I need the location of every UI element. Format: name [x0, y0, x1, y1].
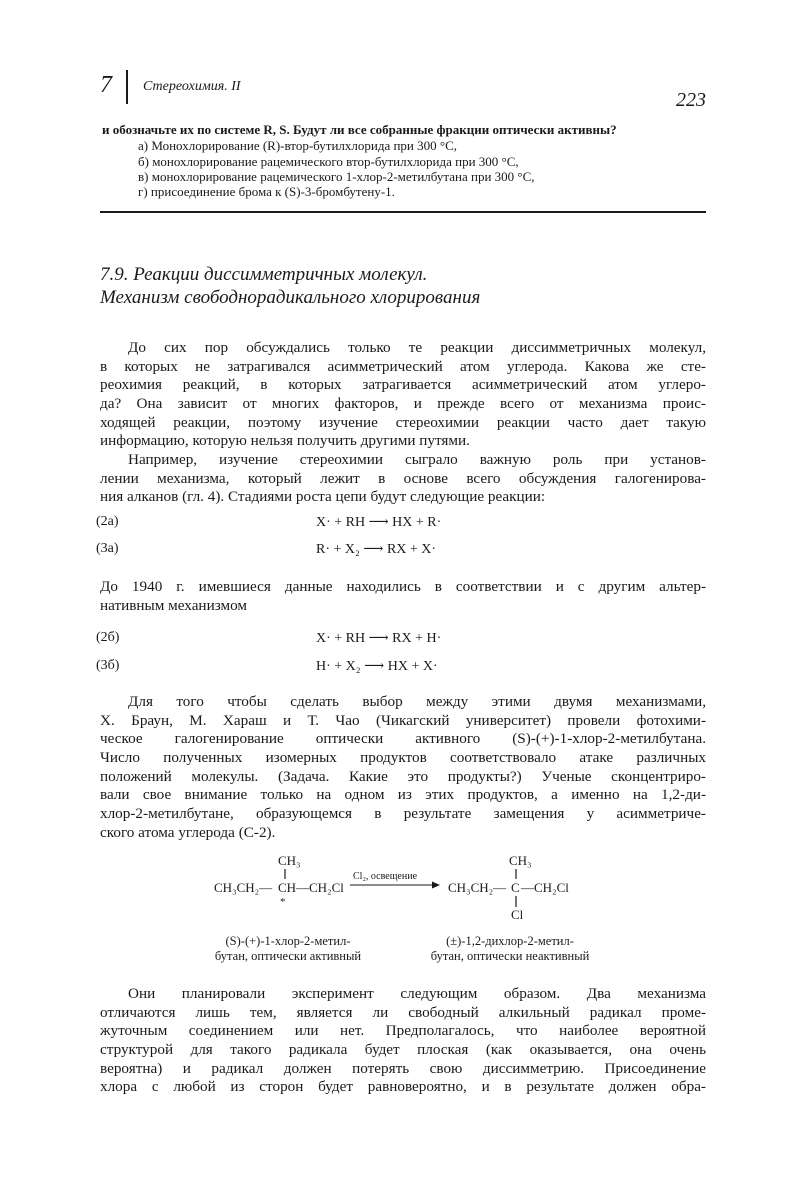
left-caption-line2: бутан, оптически активный — [214, 949, 362, 963]
text-line: информацию, которую нельзя получить другими путями. — [100, 432, 470, 450]
text-line: вали свое внимание только на одном из этих продуктов, а именно на 1,2-ди- — [100, 786, 706, 804]
paragraph-2 — [100, 451, 706, 507]
text-line: ческое галогенирование оптически активного (S)-(+)-1-хлор-2-метилбутана. — [100, 730, 706, 748]
equation-2a: X· + RH ⟶ HX + R· — [316, 515, 442, 530]
asymmetric-asterisk: * — [280, 896, 286, 908]
right-methyl: CH₃ — [509, 853, 532, 868]
text-line: Они планировали эксперимент следующим образом. Два механизма — [128, 985, 706, 1002]
right-chain-b: —CH₂Cl — [521, 880, 569, 895]
page-number: 223 — [676, 89, 706, 111]
equation-3a: R· + X₂ ⟶ RX + X· — [316, 542, 437, 557]
left-chain-b: —CH₂Cl — [296, 880, 344, 895]
text-line: До сих пор обсуждались только те реакции диссимметричных молекул, — [128, 339, 706, 356]
equation-label-3a: (3а) — [96, 541, 119, 556]
right-caption — [410, 934, 610, 964]
equation-2b: X· + RH ⟶ RX + H· — [316, 631, 442, 646]
exercise-item-a: а) Монохлорирование (R)-втор-бутилхлорида при 300 °С, — [138, 138, 458, 153]
text-line: ского атома углерода (С-2). — [100, 823, 276, 841]
text-line: нативным механизмом — [100, 596, 248, 614]
text-line: в которых не затрагивался асимметрический атом углерода. Какова же сте- — [100, 357, 706, 375]
text-line: структурой для такого радикала будет плоская (как оказывается, она очень — [100, 1041, 706, 1059]
left-center-carbon: CH — [278, 880, 297, 895]
equation-label-3b: (3б) — [96, 658, 120, 673]
reaction-scheme — [200, 848, 600, 924]
text-line: жуточным соединением или нет. Предполагалось, что наиболее вероятной — [100, 1022, 706, 1040]
right-caption-line1: (±)-1,2-дихлор-2-метил- — [446, 934, 574, 948]
text-line: отличаются лишь тем, является ли свободный алкильный радикал проме- — [100, 1003, 706, 1021]
text-line: лении механизма, который лежит в основе всего обсуждения галогенирова- — [100, 469, 706, 487]
text-line: вероятна) и радикал должен потерять свою диссимметрию. Присоединение — [100, 1059, 706, 1077]
text-line: хлор-2-метилбутане, образующемся в результате замещения у асимметриче- — [100, 805, 706, 823]
paragraph-5 — [100, 985, 706, 1097]
paragraph-3 — [100, 578, 706, 615]
left-caption — [188, 934, 388, 964]
text-line: Х. Браун, М. Хараш и Т. Чао (Чикагский университет) провели фотохими- — [100, 711, 706, 729]
equation-label-2a: (2а) — [96, 514, 119, 529]
exercise-item-d: г) присоединение брома к (S)-3-бромбутену-1. — [138, 184, 395, 199]
paragraph-4 — [100, 693, 706, 843]
text-line: Для того чтобы сделать выбор между этими двумя механизмами, — [128, 693, 706, 710]
exercise-item-c: в) монохлорирование рацемического 1-хлор-2-метилбутана при 300 °С, — [138, 169, 535, 184]
equation-3b: H· + X₂ ⟶ HX + X· — [316, 659, 438, 674]
right-chain-a: CH₃CH₂— — [448, 880, 507, 895]
text-line: ния алканов (гл. 4). Стадиями роста цепи будут следующие реакции: — [100, 488, 546, 506]
chapter-number: 7 — [100, 72, 112, 98]
text-line: хлора с любой из сторон будет равновероятно, и в результате должен обра- — [100, 1078, 706, 1096]
header-divider — [126, 70, 128, 104]
arrow-label: Cl₂, освещение — [353, 871, 418, 882]
exercise-item-b: б) монохлорирование рацемического втор-бутилхлорида при 300 °С, — [138, 154, 519, 169]
paragraph-1 — [100, 339, 706, 451]
text-line: ходящей реакции, поэтому изучение стереохимии реакции часто дает такую — [100, 413, 706, 431]
right-caption-line2: бутан, оптически неактивный — [430, 949, 590, 963]
text-line: Например, изучение стереохимии сыграло важную роль при установ- — [128, 451, 706, 468]
right-center-carbon: C — [511, 880, 520, 895]
section-divider — [100, 211, 706, 213]
section-title-line2: Механизм свободнорадикального хлорирования — [100, 287, 481, 308]
left-chain-a: CH₃CH₂— — [214, 880, 273, 895]
text-line: Число полученных изомерных продуктов соответствовало атаке различных — [100, 749, 706, 767]
text-line: да? Она зависит от многих факторов, и прежде всего от механизма проис- — [100, 395, 706, 413]
text-line: положений молекулы. (Задача. Какие это продукты?) Ученые сконцентриро- — [100, 767, 706, 785]
text-line: До 1940 г. имевшиеся данные находились в соответствии и с другим альтер- — [100, 578, 706, 595]
arrow-head — [432, 882, 440, 889]
chapter-title: Стереохимия. II — [143, 79, 241, 94]
right-chlorine: Cl — [511, 907, 524, 922]
section-title-line1: 7.9. Реакции диссимметричных молекул. — [100, 264, 428, 285]
left-methyl: CH₃ — [278, 853, 301, 868]
text-line: реохимия реакций, в которых затрагивается асимметрический атом углеро- — [100, 376, 706, 394]
left-caption-line1: (S)-(+)-1-хлор-2-метил- — [225, 934, 351, 948]
equation-label-2b: (2б) — [96, 630, 120, 645]
exercise-intro: и обозначьте их по системе R, S. Будут ли все собранные фракции оптически активны? — [102, 122, 617, 137]
